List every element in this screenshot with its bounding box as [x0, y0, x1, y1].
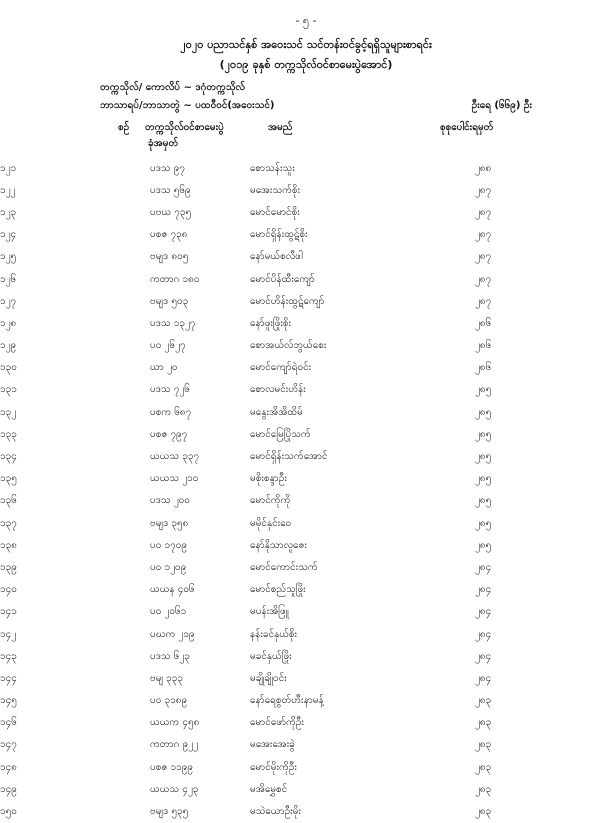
table-row	[0, 579, 535, 601]
row-number: ၁၃၄	[0, 451, 17, 463]
roll-number: ယာ ၂၀	[150, 362, 178, 374]
header-name: အမည်	[268, 122, 293, 133]
student-name: မစိုးစန္ဒာဦး	[250, 473, 287, 485]
student-name: စောလမင်းဟိန်း	[250, 384, 306, 396]
total-score: ၂၈၅	[475, 451, 492, 463]
roll-number: ဗမျဒ ၃၅၈	[150, 517, 189, 529]
student-name: စောအယ်လ်ဘွယ်စေး	[250, 340, 327, 352]
row-number: ၁၄၃	[0, 650, 17, 662]
table-row	[0, 800, 535, 822]
student-name: နော်ရေစွတ်ဟီးနာမန့်	[250, 695, 324, 707]
roll-number: ဗမျဒ ၅၀၃	[150, 295, 189, 307]
table-row	[0, 756, 535, 778]
roll-number: ပစဇ ၇၃၈	[150, 229, 188, 241]
table-row	[0, 268, 535, 290]
roll-number: ကတာဂ ၉၂၂	[150, 739, 198, 751]
student-name: မောင်မောင်စိုး	[250, 206, 300, 218]
total-score: ၂၈၄	[475, 606, 492, 618]
total-count: ဦးရေ (၆၆၉) ဦး	[471, 100, 532, 111]
roll-number: ပစဇ ၇၉၇	[150, 428, 188, 440]
row-number: ၁၅၀	[0, 806, 17, 818]
header-roll-number: တက္ကသိုလ်ဝင်စာမေးပွဲ	[145, 122, 224, 133]
table-row	[0, 556, 535, 578]
roll-number: ပဒသ ၇၂၆	[150, 384, 190, 396]
student-name: မမိုင်နှင်းဝေ	[250, 517, 292, 529]
roll-number: ပဝ ၁၇၀၉	[150, 539, 187, 551]
roll-number: ယယသ ၄၂၃	[150, 783, 199, 795]
roll-number: ဗမျဒ ၈၀၅	[150, 251, 189, 263]
total-score: ၂၈၅	[475, 428, 492, 440]
table-row	[0, 712, 535, 734]
row-number: ၁၂၆	[0, 273, 17, 285]
row-number: ၁၂၄	[0, 229, 17, 241]
student-name: မချိုချိုဝင်း	[250, 672, 287, 684]
total-score: ၂၈၅	[475, 473, 492, 485]
table-row	[0, 534, 535, 556]
document-title: ၂၀၂၀ ပညာသင်နှစ် အဝေးသင် သင်တန်းဝင်ခွင့်ရရှိသူများစာရင်း	[180, 38, 432, 51]
roll-number: ဗမျ ၃၃၃	[150, 672, 184, 684]
student-name: မောင်မိုးကိုဦး	[250, 761, 297, 773]
roll-number: ယယသ ၂၁၀	[150, 473, 199, 485]
table-row	[0, 690, 535, 712]
row-number: ၁၃၆	[0, 495, 17, 507]
total-score: ၂၈၆	[475, 317, 492, 329]
table-row	[0, 201, 535, 223]
total-score: ၂၈၅	[475, 517, 492, 529]
roll-number: ပဃက ၂၁၉	[150, 628, 195, 640]
row-number: ၁၂၇	[0, 295, 17, 307]
table-row	[0, 224, 535, 246]
table-row	[0, 623, 535, 645]
total-score: ၂၈၃	[475, 739, 492, 751]
table-row	[0, 601, 535, 623]
student-name: မပန်းအိဖြူ	[250, 606, 289, 618]
student-name: စောသန်းသူး	[250, 162, 295, 174]
table-row	[0, 179, 535, 201]
student-name: မခင်နှယ်ဖြိုး	[250, 650, 292, 662]
student-name: နန်းခင်နှယ်စိုး	[250, 628, 298, 640]
subject-line: ဘာသာရပ်/ဘာသာတွဲ ~ ပထဝီဝင်(အဝေးသင်)	[100, 100, 275, 111]
row-number: ၁၃၉	[0, 561, 17, 573]
total-score: ၂၈၄	[475, 650, 492, 662]
table-row	[0, 357, 535, 379]
student-name: မောင်ကိုကို	[250, 495, 291, 507]
roll-number: ပစက ၆၈၇	[150, 406, 192, 418]
row-number: ၁၄၄	[0, 672, 17, 684]
student-name: မအေးအေးခွဲ	[250, 739, 295, 751]
total-score: ၂၈၄	[475, 561, 492, 573]
row-number: ၁၂၁	[0, 162, 17, 174]
row-number: ၁၃၂	[0, 406, 17, 418]
table-row	[0, 734, 535, 756]
row-number: ၁၄၀	[0, 584, 17, 596]
row-number: ၁၄၉	[0, 783, 17, 795]
row-number: ၁၃၃	[0, 428, 17, 440]
roll-number: ကတာဂ ၁၈၀	[150, 273, 200, 285]
student-name: မောင်ကျော်ရဲဝင်း	[250, 362, 312, 374]
roll-number: ပဗယ ၇၃၅	[150, 206, 192, 218]
page-number: - ၅ -	[295, 14, 317, 27]
student-name: နော်မယ်စလီဖါ	[250, 251, 303, 263]
table-row	[0, 490, 535, 512]
row-number: ၁၃၇	[0, 517, 17, 529]
student-name: မောင်ကောင်းသက်	[250, 561, 318, 573]
table-row	[0, 312, 535, 334]
student-name: နော်ဖူးဖြိုးစိုး	[250, 317, 292, 329]
table-row	[0, 401, 535, 423]
total-score: ၂၈၇	[475, 273, 492, 285]
table-row	[0, 445, 535, 467]
row-number: ၁၃၀	[0, 362, 17, 374]
total-score: ၂၈၃	[475, 761, 492, 773]
student-name: မောင်ရှိန်းထွဋ်စိုး	[250, 229, 308, 241]
student-name: မောင်ဟိန်းထွဋ်ကျော်	[250, 295, 325, 307]
table-row	[0, 667, 535, 689]
table-row	[0, 157, 535, 179]
row-number: ၁၄၇	[0, 739, 17, 751]
row-number: ၁၄၆	[0, 717, 17, 729]
total-score: ၂၈၆	[475, 340, 492, 352]
row-number: ၁၄၂	[0, 628, 17, 640]
student-name: မောင်ရှိန်းသက်အောင်	[250, 451, 328, 463]
roll-number: ဗမျဒ ၅၃၅	[150, 806, 189, 818]
table-row	[0, 512, 535, 534]
student-name: မောင်ဖော်ကိုဦး	[250, 717, 304, 729]
total-score: ၂၈၇	[475, 251, 492, 263]
roll-number: ပစဇ ၁၁၉၉	[150, 761, 193, 773]
total-score: ၂၈၇	[475, 184, 492, 196]
total-score: ၂၈၈	[475, 162, 492, 174]
total-score: ၂၈၅	[475, 539, 492, 551]
roll-number: ပဝ ၂၆၂၇	[150, 340, 186, 352]
row-number: ၁၂၉	[0, 340, 17, 352]
table-row	[0, 468, 535, 490]
roll-number: ပဒသ ၂၀၀	[150, 495, 190, 507]
document-subtitle: (၂၀၁၉ ခုနှစ် တက္ကသိုလ်ဝင်စာမေးပွဲအောင်)	[219, 58, 393, 71]
roll-number: ပဝ ၃၁၈၉	[150, 695, 188, 707]
roll-number: ယယသ ၃၃၇	[150, 451, 200, 463]
total-score: ၂၈၄	[475, 672, 492, 684]
row-number: ၁၂၃	[0, 206, 17, 218]
student-name: မအေးသက်စိုး	[250, 184, 301, 196]
total-score: ၂၈၇	[475, 206, 492, 218]
roll-number: ပဝ ၁၂၀၉	[150, 561, 187, 573]
total-score: ၂၈၅	[475, 495, 492, 507]
roll-number: ပဒသ ၉၇	[150, 162, 186, 174]
roll-number: ပဒသ ၆၂၃	[150, 650, 190, 662]
table-row	[0, 246, 535, 268]
table-row	[0, 290, 535, 312]
roll-number: ပဒသ ၁၃၂၇	[150, 317, 196, 329]
row-number: ၁၂၂	[0, 184, 16, 196]
student-name: မသဲယောဦးမိုး	[250, 806, 301, 818]
student-name: မအိမွှေစင်	[250, 783, 288, 795]
table-row	[0, 423, 535, 445]
roll-number: ယယက ၄၅၈	[150, 717, 200, 729]
total-score: ၂၈၅	[475, 384, 492, 396]
header-total-score: စုစုပေါင်းရမှတ်	[440, 122, 494, 133]
total-score: ၂၈၃	[475, 783, 492, 795]
roll-number: ပဒသ ၅၆၉	[150, 184, 191, 196]
total-score: ၂၈၃	[475, 717, 492, 729]
total-score: ၂၈၇	[475, 229, 492, 241]
student-name: မနွေးအိအိထိမ်	[250, 406, 303, 418]
total-score: ၂၈၆	[475, 362, 492, 374]
table-row	[0, 335, 535, 357]
header-no: စဉ်	[118, 122, 130, 133]
total-score: ၂၈၅	[475, 406, 492, 418]
roll-number: ယယန ၄၀၆	[150, 584, 195, 596]
results-table	[0, 157, 535, 823]
total-score: ၂၈၇	[475, 295, 492, 307]
university-line: တက္ကသိုလ်/ ကောလိပ် ~ ဒဂုံတက္ကသိုလ်	[100, 82, 245, 93]
row-number: ၁၄၅	[0, 695, 17, 707]
table-row	[0, 379, 535, 401]
row-number: ၁၃၈	[0, 539, 17, 551]
row-number: ၁၂၈	[0, 317, 17, 329]
row-number: ၁၄၁	[0, 606, 17, 618]
table-row	[0, 778, 535, 800]
header-roll-number-line2: ခုံအမှတ်	[148, 138, 179, 149]
total-score: ၂၈၃	[475, 695, 492, 707]
student-name: မောင်ပိန်ထီးကျော်	[250, 273, 315, 285]
roll-number: ပဝ ၂၀၆၁	[150, 606, 187, 618]
total-score: ၂၈၄	[475, 584, 492, 596]
row-number: ၁၃၅	[0, 473, 17, 485]
total-score: ၂၈၄	[475, 628, 492, 640]
table-row	[0, 645, 535, 667]
student-name: မောင်မြေပြိုသက်	[250, 428, 311, 440]
total-score: ၂၈၃	[475, 806, 492, 818]
row-number: ၁၄၈	[0, 761, 17, 773]
row-number: ၁၃၁	[0, 384, 17, 396]
student-name: နော်နိုသာလူဇေး	[250, 539, 307, 551]
row-number: ၁၂၅	[0, 251, 17, 263]
student-name: မောင်စည်သူဖြိုး	[250, 584, 306, 596]
